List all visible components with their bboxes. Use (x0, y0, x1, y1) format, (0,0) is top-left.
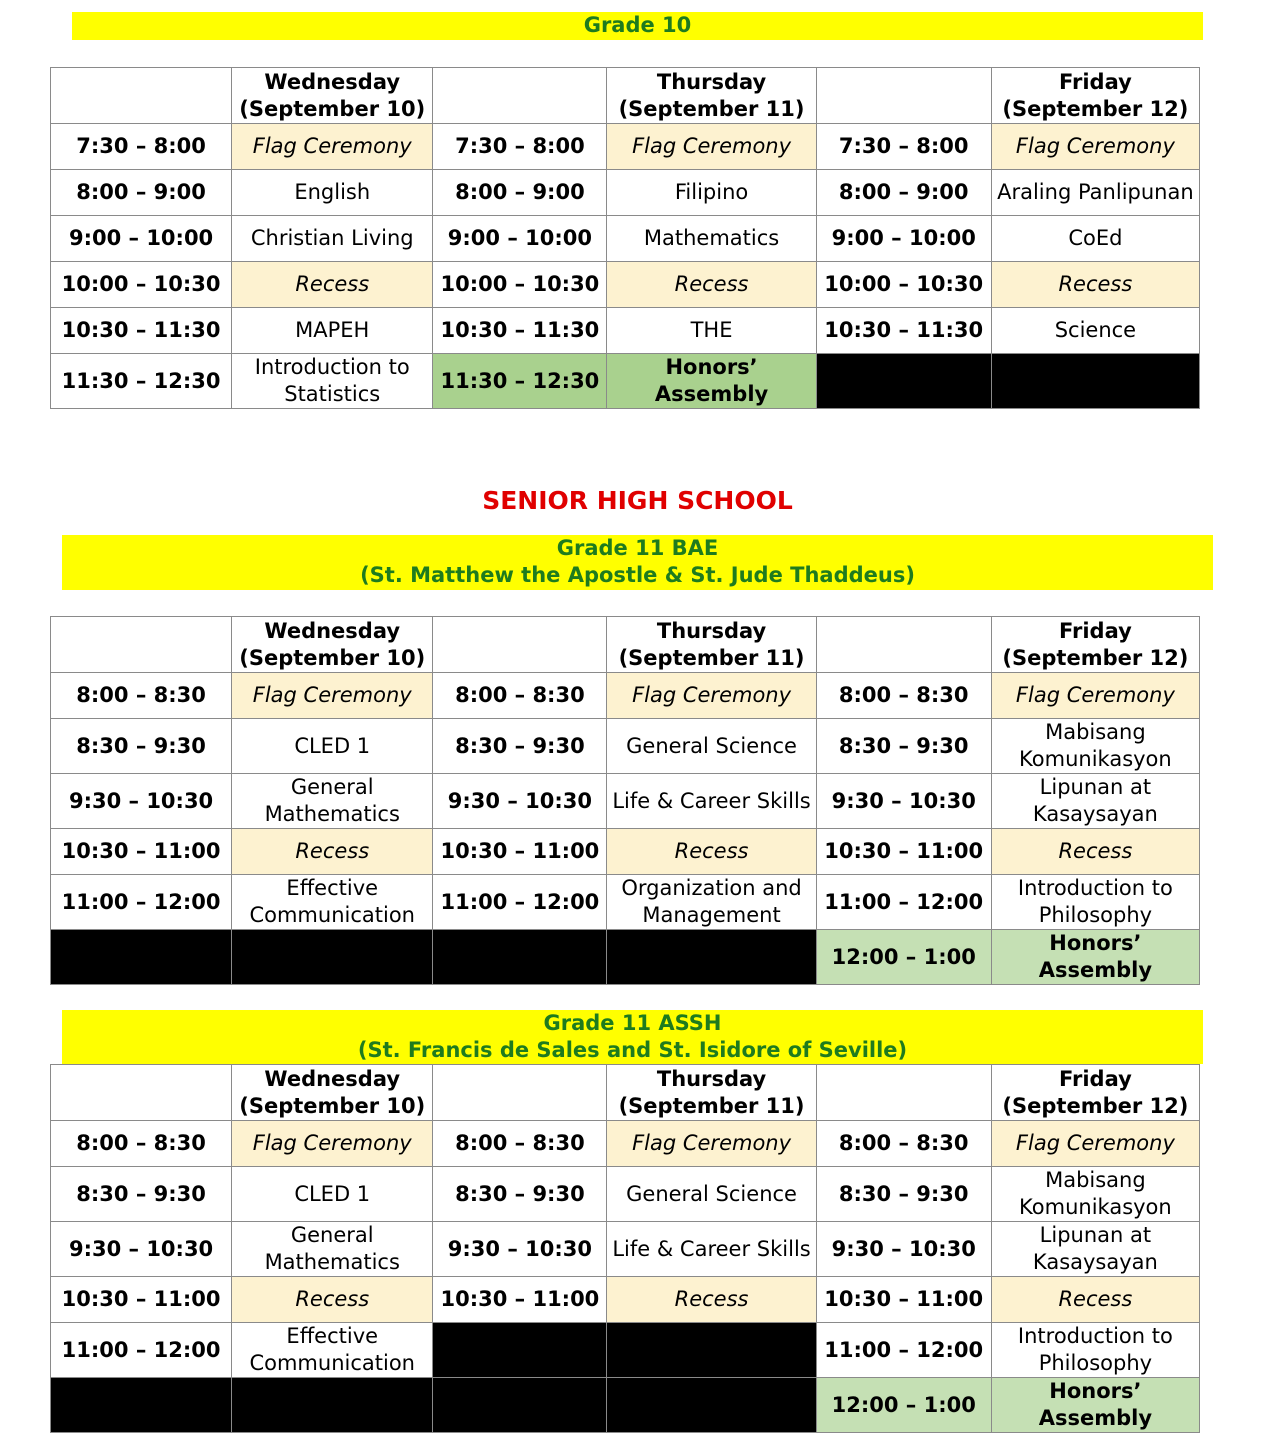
redacted-cell (232, 1378, 433, 1433)
time-cell: 9:30 – 10:30 (816, 774, 991, 829)
time-cell: 7:30 – 8:00 (51, 124, 232, 170)
subject-cell: CLED 1 (232, 719, 433, 774)
table-row (51, 1167, 1200, 1222)
time-cell: 8:30 – 9:30 (816, 719, 991, 774)
redacted-cell (232, 930, 433, 985)
recess-cell: Recess (991, 262, 1199, 308)
subject-cell: Effective Communication (232, 875, 433, 930)
time-cell: 9:30 – 10:30 (433, 1222, 607, 1277)
header-thursday: Thursday (September 11) (607, 617, 816, 673)
time-cell: 8:00 – 9:00 (433, 170, 607, 216)
recess-cell: Recess (607, 829, 816, 875)
subject-cell: General Science (607, 1167, 816, 1222)
grade10-banner (72, 12, 1203, 40)
time-cell: 10:30 – 11:00 (433, 829, 607, 875)
time-cell: 8:00 – 8:30 (816, 673, 991, 719)
time-cell: 11:30 – 12:30 (433, 354, 607, 409)
redacted-cell (51, 930, 232, 985)
time-cell: 10:00 – 10:30 (51, 262, 232, 308)
table-row (51, 1222, 1200, 1277)
time-cell: 8:30 – 9:30 (433, 719, 607, 774)
header-empty-cell (433, 1065, 607, 1121)
flag-ceremony-cell: Flag Ceremony (232, 1121, 433, 1167)
subject-cell: General Science (607, 719, 816, 774)
header-empty-cell (51, 617, 232, 673)
table-row (51, 308, 1200, 354)
redacted-cell (51, 1378, 232, 1433)
table-row (51, 124, 1200, 170)
flag-ceremony-cell: Flag Ceremony (607, 124, 816, 170)
time-cell: 10:30 – 11:00 (433, 1277, 607, 1323)
table-row (51, 1277, 1200, 1323)
subject-cell: General Mathematics (232, 1222, 433, 1277)
flag-ceremony-cell: Flag Ceremony (232, 673, 433, 719)
time-cell: 9:00 – 10:00 (433, 216, 607, 262)
table-header-row (51, 68, 1200, 124)
table-row (51, 829, 1200, 875)
time-cell: 10:30 – 11:00 (816, 1277, 991, 1323)
header-empty-cell (51, 1065, 232, 1121)
banner-line: Grade 11 BAE (556, 536, 719, 560)
header-wednesday: Wednesday (September 10) (232, 617, 433, 673)
time-cell: 11:00 – 12:00 (433, 875, 607, 930)
header-empty-cell (816, 617, 991, 673)
banner-line: Grade 11 ASSH (543, 1011, 722, 1035)
time-cell: 11:00 – 12:00 (816, 875, 991, 930)
subject-cell: Lipunan at Kasaysayan (991, 1222, 1199, 1277)
subject-cell: Introduction to Philosophy (991, 875, 1199, 930)
banner-line: (St. Francis de Sales and St. Isidore of Seville) (357, 1038, 908, 1062)
subject-cell: Introduction to Philosophy (991, 1323, 1199, 1378)
subject-cell: Filipino (607, 170, 816, 216)
redacted-cell (433, 1323, 607, 1378)
table-row (51, 216, 1200, 262)
header-friday: Friday (September 12) (991, 68, 1199, 124)
subject-cell: Life & Career Skills (607, 774, 816, 829)
grade11-bae-banner (62, 535, 1213, 590)
subject-cell: English (232, 170, 433, 216)
redacted-cell (816, 354, 991, 409)
redacted-cell (607, 930, 816, 985)
time-cell: 11:00 – 12:00 (51, 1323, 232, 1378)
header-thursday: Thursday (September 11) (607, 1065, 816, 1121)
redacted-cell (991, 354, 1199, 409)
honors-assembly-cell: Honors’ Assembly (607, 354, 816, 409)
header-empty-cell (816, 68, 991, 124)
recess-cell: Recess (232, 262, 433, 308)
subject-cell: THE (607, 308, 816, 354)
subject-cell: CLED 1 (232, 1167, 433, 1222)
header-empty-cell (433, 68, 607, 124)
time-cell: 10:30 – 11:30 (816, 308, 991, 354)
header-thursday: Thursday (September 11) (607, 68, 816, 124)
flag-ceremony-cell: Flag Ceremony (991, 124, 1199, 170)
subject-cell: Science (991, 308, 1199, 354)
subject-cell: Introduction to Statistics (232, 354, 433, 409)
time-cell: 10:30 – 11:30 (433, 308, 607, 354)
header-empty-cell (816, 1065, 991, 1121)
recess-cell: Recess (232, 829, 433, 875)
header-empty-cell (51, 68, 232, 124)
time-cell: 8:00 – 8:30 (433, 673, 607, 719)
time-cell: 11:00 – 12:00 (51, 875, 232, 930)
time-cell: 8:00 – 8:30 (816, 1121, 991, 1167)
subject-cell: General Mathematics (232, 774, 433, 829)
recess-cell: Recess (991, 1277, 1199, 1323)
flag-ceremony-cell: Flag Ceremony (232, 124, 433, 170)
time-cell: 10:30 – 11:30 (51, 308, 232, 354)
flag-ceremony-cell: Flag Ceremony (991, 673, 1199, 719)
time-cell: 7:30 – 8:00 (433, 124, 607, 170)
grade11-assh-banner (62, 1010, 1203, 1064)
time-cell: 9:30 – 10:30 (51, 774, 232, 829)
time-cell: 8:00 – 8:30 (433, 1121, 607, 1167)
header-friday: Friday (September 12) (991, 617, 1199, 673)
recess-cell: Recess (232, 1277, 433, 1323)
subject-cell: MAPEH (232, 308, 433, 354)
flag-ceremony-cell: Flag Ceremony (607, 673, 816, 719)
time-cell: 10:30 – 11:00 (51, 829, 232, 875)
table-row (51, 875, 1200, 930)
time-cell: 8:30 – 9:30 (816, 1167, 991, 1222)
grade10-banner-text: Grade 10 (583, 13, 692, 37)
time-cell: 8:30 – 9:30 (433, 1167, 607, 1222)
header-wednesday: Wednesday (September 10) (232, 1065, 433, 1121)
subject-cell: Organization and Management (607, 875, 816, 930)
subject-cell: Lipunan at Kasaysayan (991, 774, 1199, 829)
banner-line: (St. Matthew the Apostle & St. Jude Thaddeus) (360, 563, 915, 587)
table-row (51, 170, 1200, 216)
subject-cell: Christian Living (232, 216, 433, 262)
grade10-schedule-table (50, 67, 1200, 409)
senior-high-school-title: SENIOR HIGH SCHOOL (482, 486, 793, 515)
table-row (51, 354, 1200, 409)
flag-ceremony-cell: Flag Ceremony (607, 1121, 816, 1167)
time-cell: 12:00 – 1:00 (816, 1378, 991, 1433)
recess-cell: Recess (991, 829, 1199, 875)
subject-cell: CoEd (991, 216, 1199, 262)
header-friday: Friday (September 12) (991, 1065, 1199, 1121)
table-row (51, 1323, 1200, 1378)
table-row (51, 262, 1200, 308)
table-row (51, 1378, 1200, 1433)
honors-assembly-cell: Honors’ Assembly (991, 1378, 1199, 1433)
time-cell: 9:30 – 10:30 (433, 774, 607, 829)
subject-cell: Araling Panlipunan (991, 170, 1199, 216)
time-cell: 10:00 – 10:30 (433, 262, 607, 308)
redacted-cell (607, 1323, 816, 1378)
table-header-row (51, 617, 1200, 673)
time-cell: 10:30 – 11:00 (816, 829, 991, 875)
time-cell: 8:00 – 8:30 (51, 673, 232, 719)
flag-ceremony-cell: Flag Ceremony (991, 1121, 1199, 1167)
time-cell: 8:00 – 9:00 (51, 170, 232, 216)
time-cell: 10:30 – 11:00 (51, 1277, 232, 1323)
time-cell: 8:30 – 9:30 (51, 719, 232, 774)
table-header-row (51, 1065, 1200, 1121)
grade11-assh-schedule-table (50, 1064, 1200, 1433)
subject-cell: Mabisang Komunikasyon (991, 1167, 1199, 1222)
time-cell: 8:00 – 8:30 (51, 1121, 232, 1167)
time-cell: 8:30 – 9:30 (51, 1167, 232, 1222)
recess-cell: Recess (607, 1277, 816, 1323)
time-cell: 11:30 – 12:30 (51, 354, 232, 409)
table-row (51, 719, 1200, 774)
table-row (51, 930, 1200, 985)
redacted-cell (433, 930, 607, 985)
header-wednesday: Wednesday (September 10) (232, 68, 433, 124)
redacted-cell (607, 1378, 816, 1433)
time-cell: 12:00 – 1:00 (816, 930, 991, 985)
table-row (51, 1121, 1200, 1167)
time-cell: 10:00 – 10:30 (816, 262, 991, 308)
subject-cell: Mabisang Komunikasyon (991, 719, 1199, 774)
honors-assembly-cell: Honors’ Assembly (991, 930, 1199, 985)
grade11-bae-schedule-table (50, 616, 1200, 985)
table-row (51, 673, 1200, 719)
time-cell: 9:00 – 10:00 (816, 216, 991, 262)
redacted-cell (433, 1378, 607, 1433)
time-cell: 9:30 – 10:30 (51, 1222, 232, 1277)
time-cell: 11:00 – 12:00 (816, 1323, 991, 1378)
time-cell: 8:00 – 9:00 (816, 170, 991, 216)
subject-cell: Life & Career Skills (607, 1222, 816, 1277)
time-cell: 9:00 – 10:00 (51, 216, 232, 262)
subject-cell: Effective Communication (232, 1323, 433, 1378)
header-empty-cell (433, 617, 607, 673)
time-cell: 9:30 – 10:30 (816, 1222, 991, 1277)
table-row (51, 774, 1200, 829)
recess-cell: Recess (607, 262, 816, 308)
time-cell: 7:30 – 8:00 (816, 124, 991, 170)
subject-cell: Mathematics (607, 216, 816, 262)
